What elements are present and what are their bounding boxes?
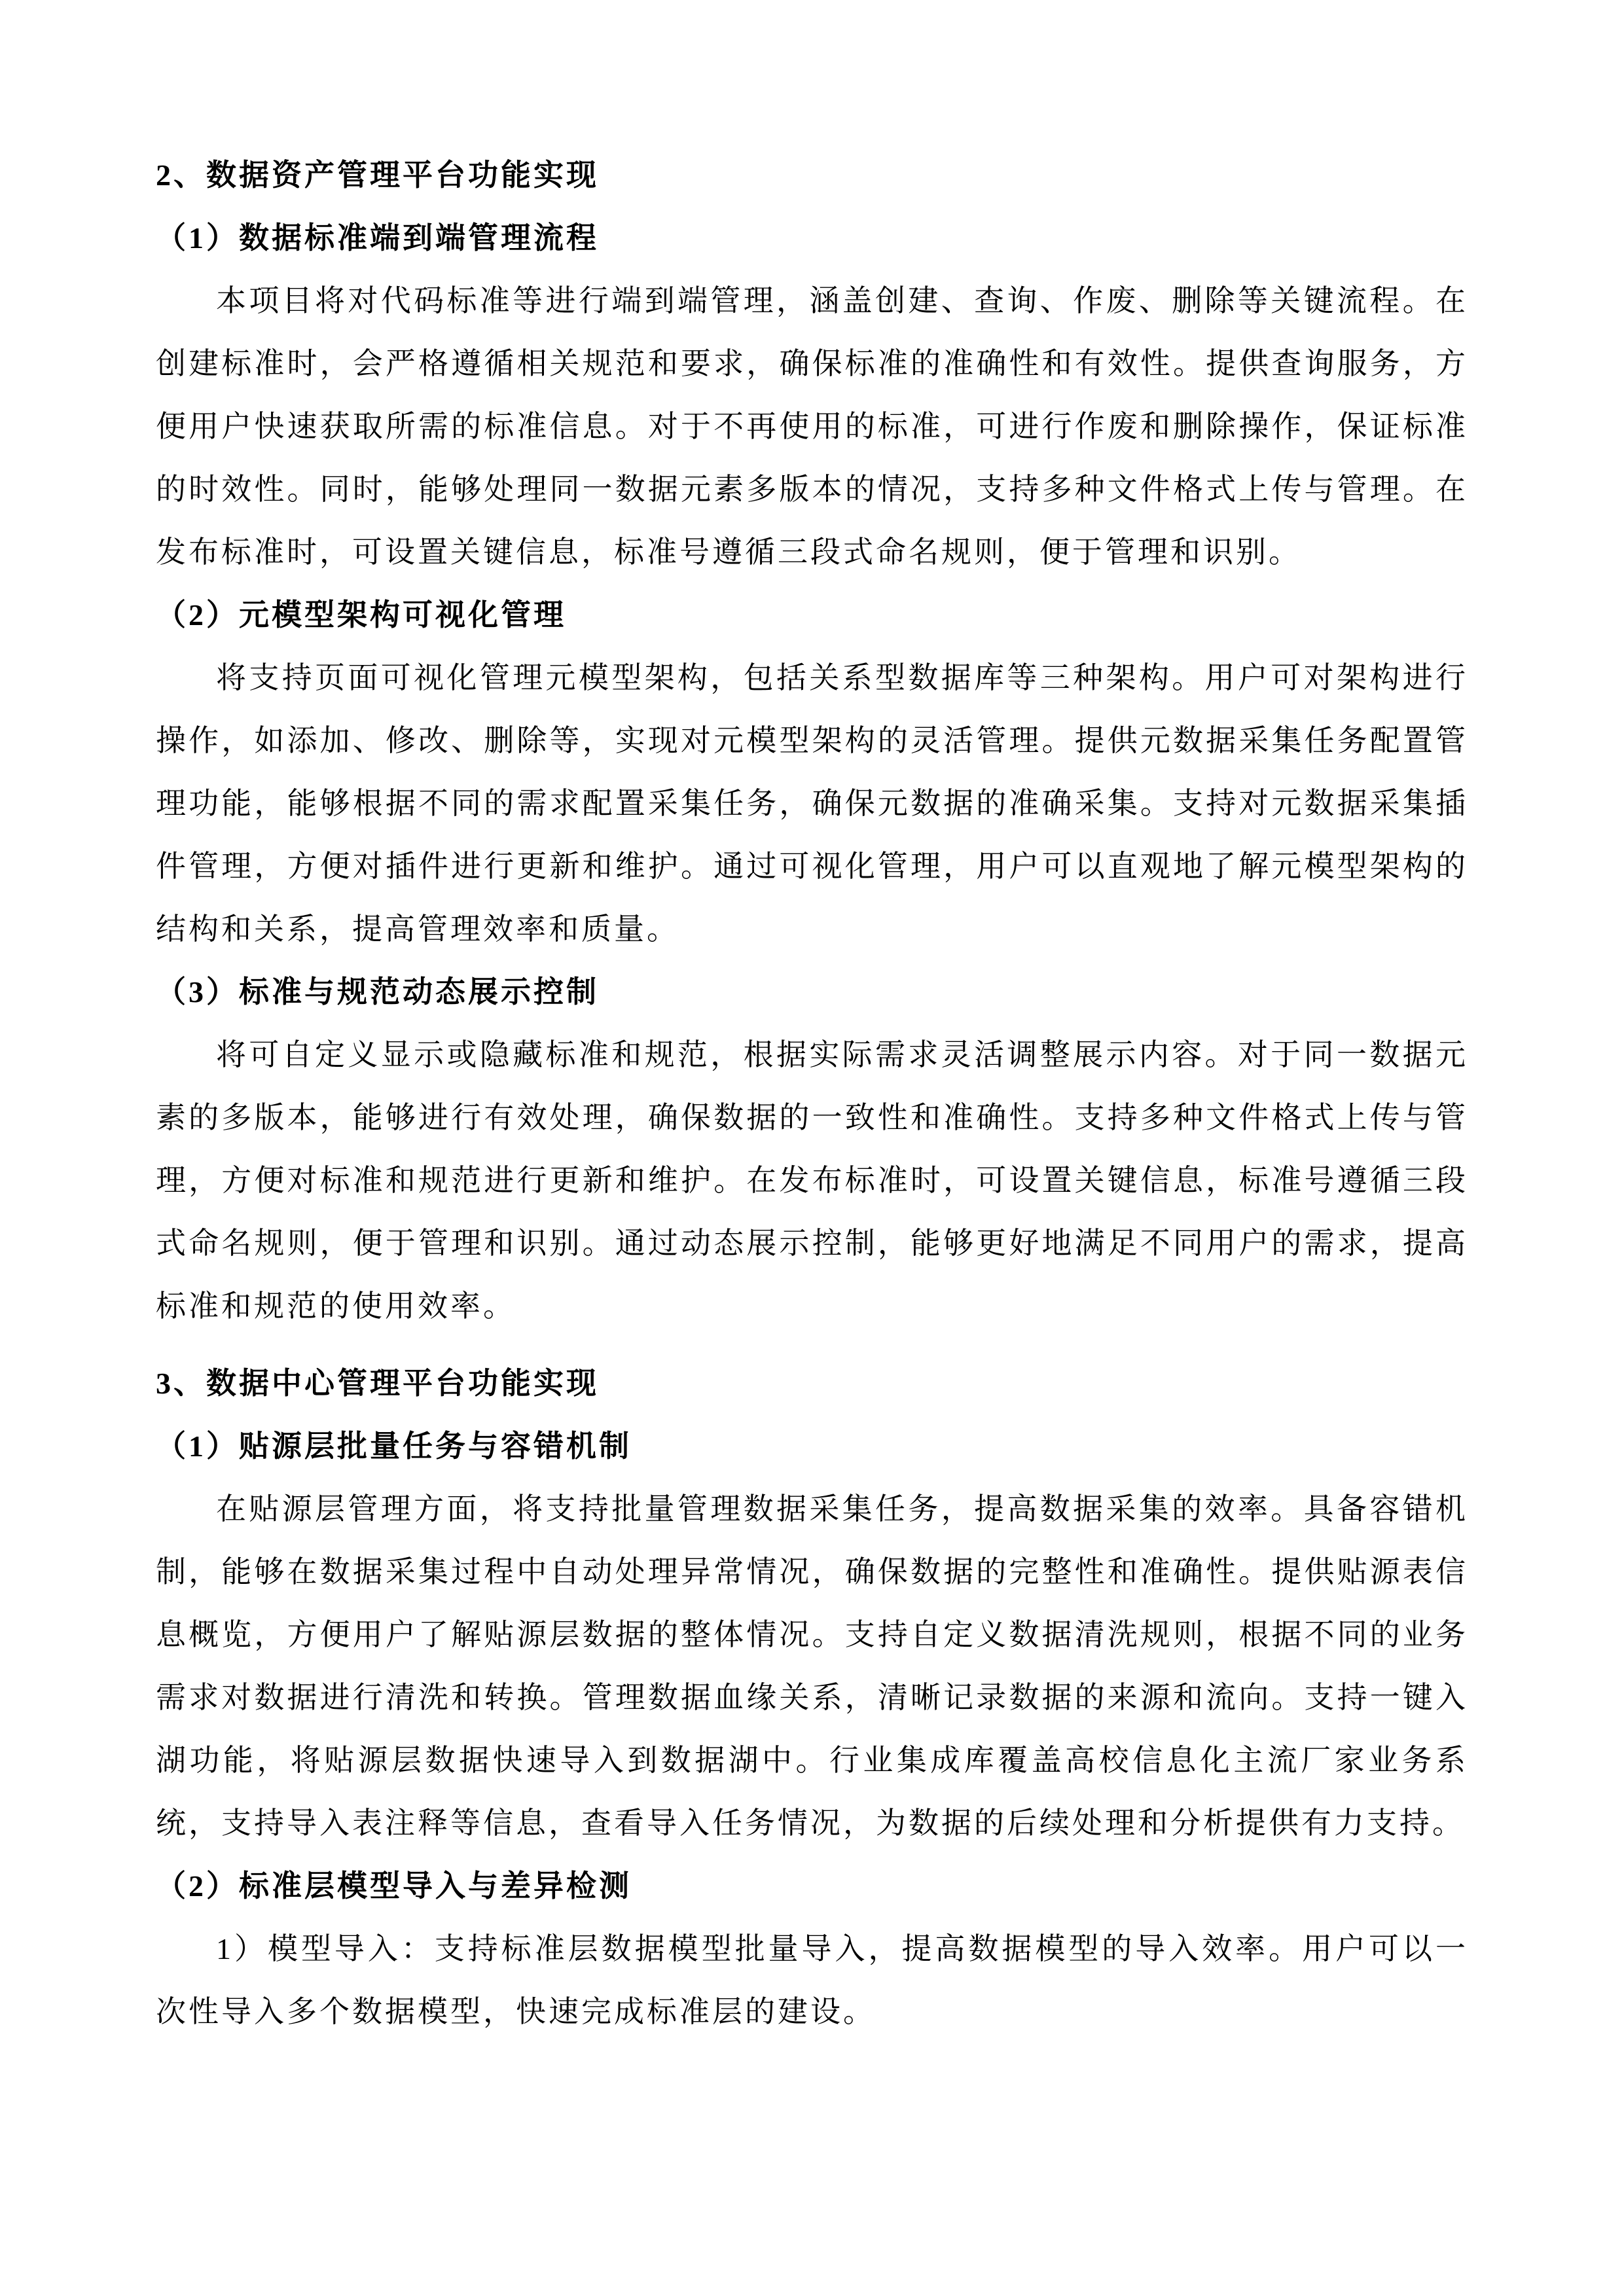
- document-body: [156, 144, 1468, 2043]
- heading-data-center-platform: 3、数据中心管理平台功能实现: [156, 1367, 599, 1400]
- heading-ods-batch-task-fault-tolerance: （1）贴源层批量任务与容错机制: [156, 1429, 632, 1463]
- heading-data-standard-e2e-flow: （1）数据标准端到端管理流程: [156, 221, 599, 255]
- paragraph-standard-layer-model-import-diff: 1）模型导入：支持标准层数据模型批量导入，提高数据模型的导入效率。用户可以一次性导入多个数据模型，快速完成标准层的建设。: [156, 1932, 1468, 2028]
- heading-standard-dynamic-display-control: （3）标准与规范动态展示控制: [156, 975, 599, 1009]
- heading-metamodel-visual-management: （2）元模型架构可视化管理: [156, 598, 566, 632]
- paragraph-ods-batch-task-fault-tolerance: 在贴源层管理方面，将支持批量管理数据采集任务，提高数据采集的效率。具备容错机制，能够在数据采集过程中自动处理异常情况，确保数据的完整性和准确性。提供贴源表信息概览，方便用户了解贴源层数据的整体情况。支持自定义数据清洗规则，根据不同的业务需求对数据进行清洗和转换。管理数据血缘关系，清晰记录数据的来源和流向。支持一键入湖功能，将贴源层数据快速导入到数据湖中。行业集成库覆盖高校信息化主流厂家业务系统，支持导入表注释等信息，查看导入任务情况，为数据的后续处理和分析提供有力支持。: [156, 1492, 1468, 1840]
- heading-data-asset-platform: 2、数据资产管理平台功能实现: [156, 158, 599, 192]
- heading-standard-layer-model-import-diff: （2）标准层模型导入与差异检测: [156, 1869, 632, 1903]
- paragraph-data-standard-e2e-flow: 本项目将对代码标准等进行端到端管理，涵盖创建、查询、作废、删除等关键流程。在创建标准时，会严格遵循相关规范和要求，确保标准的准确性和有效性。提供查询服务，方便用户快速获取所需的标准信息。对于不再使用的标准，可进行作废和删除操作，保证标准的时效性。同时，能够处理同一数据元素多版本的情况，支持多种文件格式上传与管理。在发布标准时，可设置关键信息，标准号遵循三段式命名规则，便于管理和识别。: [156, 284, 1468, 569]
- paragraph-standard-dynamic-display-control: 将可自定义显示或隐藏标准和规范，根据实际需求灵活调整展示内容。对于同一数据元素的多版本，能够进行有效处理，确保数据的一致性和准确性。支持多种文件格式上传与管理，方便对标准和规范进行更新和维护。在发布标准时，可设置关键信息，标准号遵循三段式命名规则，便于管理和识别。通过动态展示控制，能够更好地满足不同用户的需求，提高标准和规范的使用效率。: [156, 1038, 1468, 1323]
- paragraph-metamodel-visual-management: 将支持页面可视化管理元模型架构，包括关系型数据库等三种架构。用户可对架构进行操作，如添加、修改、删除等，实现对元模型架构的灵活管理。提供元数据采集任务配置管理功能，能够根据不同的需求配置采集任务，确保元数据的准确采集。支持对元数据采集插件管理，方便对插件进行更新和维护。通过可视化管理，用户可以直观地了解元模型架构的结构和关系，提高管理效率和质量。: [156, 661, 1468, 946]
